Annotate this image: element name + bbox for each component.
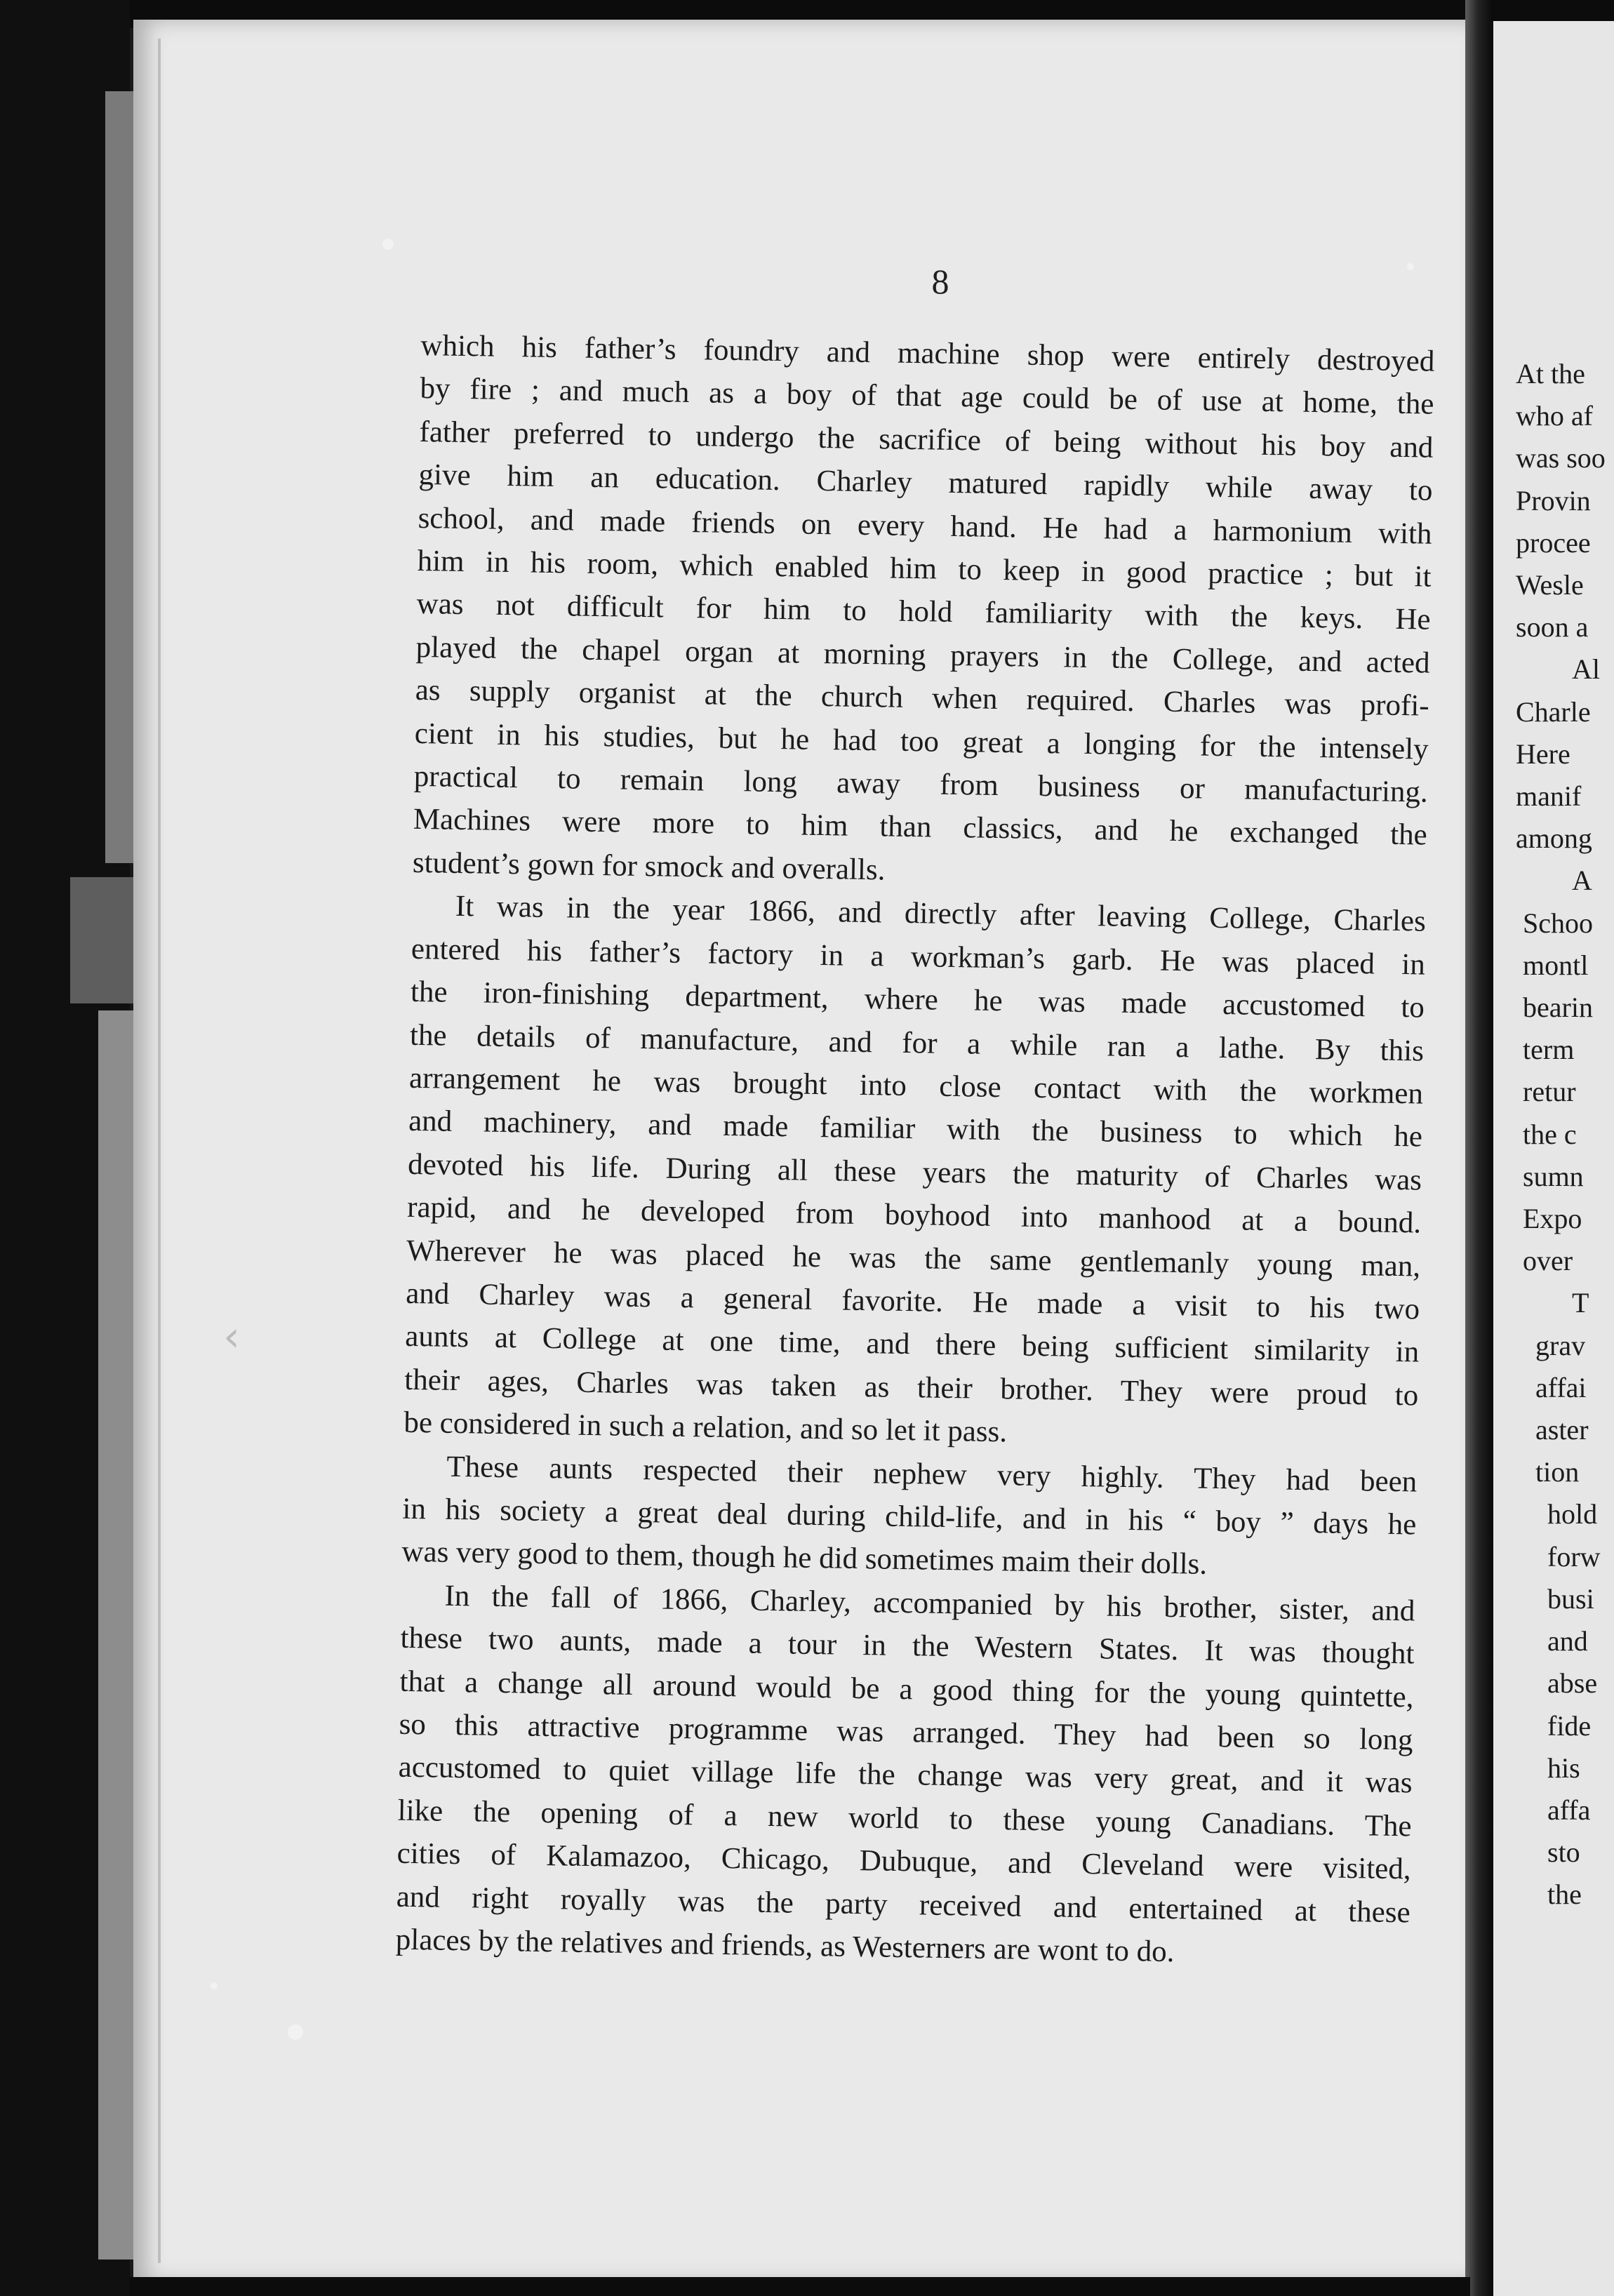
text-line: which his father’s foundry and machine shop were entirely destroyed: [420, 328, 1435, 378]
text-line: father preferred to undergo the sacrifice of being without his boy and: [419, 415, 1434, 465]
facing-text-line: Schoo: [1523, 907, 1593, 939]
facing-text-line: T: [1572, 1287, 1589, 1319]
facing-text-line: who af: [1516, 400, 1593, 432]
facing-text-line: Wesle: [1516, 569, 1584, 601]
facing-text-line: hold: [1547, 1498, 1598, 1530]
text-line: In the fall of 1866, Charley, accompanied by his brother, sister, and: [444, 1579, 1415, 1628]
text-line: by fire ; and much as a boy of that age could be of use at home, the: [420, 372, 1434, 422]
facing-text-line: grav: [1535, 1329, 1586, 1361]
torn-edge: [98, 1010, 137, 2260]
torn-edge: [70, 877, 137, 1003]
text-line: devoted his life. During all these years the maturity of Charles was: [407, 1147, 1422, 1197]
text-line: and machinery, and made familiar with the business to which he: [408, 1104, 1423, 1154]
text-line: the details of manufacture, and for a while ran a lathe. By this: [409, 1018, 1425, 1068]
facing-text-line: tion: [1535, 1456, 1580, 1488]
facing-text-line: Expo: [1523, 1203, 1582, 1235]
facing-text-line: montl: [1523, 949, 1589, 981]
facing-text-line: At the: [1516, 358, 1585, 389]
facing-page-text: [1516, 353, 1614, 1916]
text-line: cient in his studies, but he had too great a longing for the intensely: [414, 716, 1429, 766]
dust-speck: [211, 1982, 218, 1989]
facing-text-line: manif: [1516, 780, 1582, 813]
page-number: 8: [931, 262, 949, 301]
text-line: their ages, Charles was taken as their brother. They were proud to: [404, 1363, 1419, 1413]
facing-text-line: busi: [1547, 1582, 1594, 1615]
facing-text-line: was soo: [1516, 442, 1606, 474]
text-line: It was in the year 1866, and directly after leaving College, Charles: [455, 890, 1427, 938]
facing-text-line: bearin: [1523, 992, 1593, 1024]
facing-text-line: Charle: [1516, 695, 1591, 728]
facing-text-line: his: [1547, 1751, 1580, 1784]
dust-speck: [288, 2024, 303, 2040]
paragraph: [401, 1444, 1418, 1589]
scan-bottom-border: [130, 2277, 1470, 2296]
paragraph: [395, 1574, 1415, 1977]
text-line: be considered in such a relation, and so let it pass.: [404, 1406, 1008, 1449]
text-line: places by the relatives and friends, as Westerners are wont to do.: [395, 1923, 1175, 1969]
text-line: accustomed to quiet village life the change was very great, and it was: [398, 1751, 1413, 1800]
facing-text-line: forw: [1547, 1540, 1601, 1573]
text-line: arrangement he was brought into close contact with the workmen: [408, 1061, 1424, 1111]
text-line: and right royally was the party received and entertained at these: [396, 1880, 1410, 1930]
facing-text-line: procee: [1516, 526, 1591, 559]
text-line: Machines were more to him than classics, and he exchanged the: [413, 803, 1428, 853]
facing-text-line: over: [1523, 1245, 1573, 1277]
text-line: so this attractive programme was arranged. They had been so long: [399, 1707, 1413, 1757]
torn-edge: [105, 91, 137, 863]
facing-text-line: Provin: [1516, 484, 1591, 516]
text-line: cities of Kalamazoo, Chicago, Dubuque, and Cleveland were visited,: [396, 1836, 1411, 1886]
facing-text-line: the: [1547, 1878, 1582, 1911]
facing-text-line: the c: [1523, 1118, 1577, 1150]
text-line: entered his father’s factory in a workman’s garb. He was placed in: [411, 932, 1426, 982]
facing-text-line: abse: [1547, 1667, 1598, 1700]
facing-text-line: sumn: [1523, 1160, 1584, 1192]
text-line: as supply organist at the church when required. Charles was profi-: [415, 674, 1429, 723]
facing-text-line: sto: [1547, 1836, 1580, 1869]
facing-text-line: A: [1572, 865, 1592, 897]
text-line: was not difficult for him to hold familiarity with the keys. He: [416, 587, 1431, 637]
paragraph: [412, 324, 1434, 900]
text-line: played the chapel organ at morning prayers in the College, and acted: [415, 630, 1430, 680]
text-line: student’s gown for smock and overalls.: [412, 846, 886, 887]
dust-speck: [1407, 263, 1414, 270]
facing-text-line: Here: [1516, 737, 1570, 770]
text-line: was very good to them, though he did sometimes maim their dolls.: [401, 1535, 1208, 1582]
chevron-left-icon[interactable]: ‹: [223, 1312, 240, 1361]
text-line: and Charley was a general favorite. He made a visit to his two: [405, 1276, 1420, 1326]
text-line: Wherever he was placed he was the same gentlemanly young man,: [406, 1234, 1421, 1283]
text-line: the iron-finishing department, where he was made accustomed to: [410, 975, 1425, 1024]
paragraph: [404, 884, 1426, 1460]
facing-text-line: retur: [1523, 1076, 1576, 1108]
text-line: him in his room, which enabled him to keep in good practice ; but it: [417, 544, 1432, 594]
text-line: in his society a great deal during child-life, and in his “ boy ” days he: [402, 1492, 1417, 1542]
text-line: school, and made friends on every hand. He had a harmonium with: [418, 501, 1432, 551]
facing-text-line: affa: [1547, 1794, 1591, 1826]
text-line: rapid, and he developed from boyhood into manhood at a bound.: [406, 1190, 1422, 1240]
facing-text-line: affai: [1535, 1371, 1587, 1403]
facing-text-line: aster: [1535, 1414, 1589, 1446]
text-line: that a change all around would be a good thing for the young quintette,: [399, 1664, 1414, 1714]
text-line: These aunts respected their nephew very highly. They had been: [446, 1450, 1418, 1499]
facing-text-line: fide: [1547, 1709, 1592, 1742]
facing-text-line: among: [1516, 822, 1592, 855]
facing-text-line: Al: [1572, 653, 1600, 686]
book-gutter: [1465, 0, 1493, 2296]
facing-text-line: term: [1523, 1034, 1575, 1066]
text-line: these two aunts, made a tour in the Western States. It was thought: [400, 1621, 1415, 1671]
text-line: like the opening of a new world to these young Canadians. The: [397, 1794, 1412, 1843]
text-line: aunts at College at one time, and there being sufficient similarity in: [404, 1320, 1420, 1369]
facing-text-line: soon a: [1516, 611, 1589, 643]
dust-speck: [382, 239, 394, 250]
facing-text-line: and: [1547, 1625, 1588, 1657]
body-text: [395, 324, 1434, 1977]
text-line: give him an education. Charley matured rapidly while away to: [418, 458, 1433, 507]
text-line: practical to remain long away from business or manufacturing.: [413, 759, 1429, 809]
